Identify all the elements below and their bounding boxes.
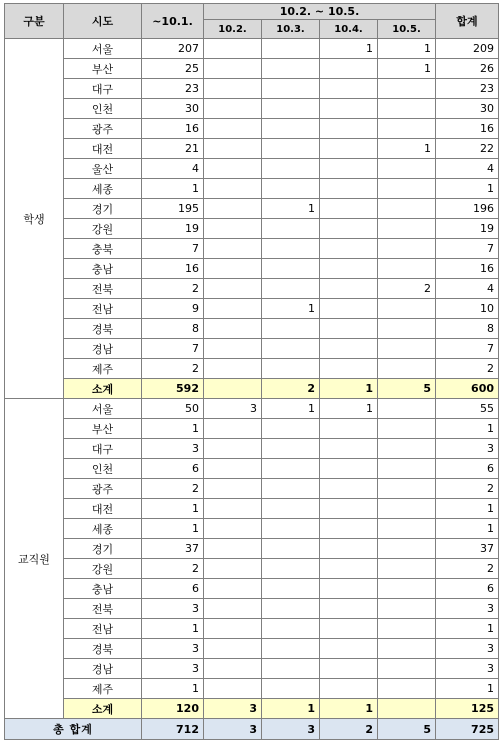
value-cell-total: 2 — [436, 479, 499, 499]
value-cell-until: 2 — [142, 559, 204, 579]
region-cell: 대구 — [64, 439, 142, 459]
region-cell: 강원 — [64, 559, 142, 579]
value-cell-d4 — [378, 519, 436, 539]
table-row — [5, 439, 499, 459]
value-cell-until: 3 — [142, 659, 204, 679]
value-cell-d1 — [204, 59, 262, 79]
value-cell-total: 22 — [436, 139, 499, 159]
subtotal-label: 소계 — [64, 699, 142, 719]
value-cell-d4 — [378, 639, 436, 659]
value-cell-d2 — [262, 219, 320, 239]
table-row — [5, 499, 499, 519]
value-cell-until: 9 — [142, 299, 204, 319]
region-cell: 전남 — [64, 619, 142, 639]
value-cell-d3 — [320, 599, 378, 619]
region-cell: 경남 — [64, 659, 142, 679]
value-cell-until: 195 — [142, 199, 204, 219]
table-row — [5, 279, 499, 299]
region-cell: 인천 — [64, 99, 142, 119]
value-cell-until: 6 — [142, 579, 204, 599]
region-cell: 부산 — [64, 59, 142, 79]
value-cell-d4 — [378, 359, 436, 379]
value-cell-total: 37 — [436, 539, 499, 559]
value-cell-d4 — [378, 679, 436, 699]
value-cell-d3: 1 — [320, 39, 378, 59]
value-cell-d3 — [320, 559, 378, 579]
value-cell-d2 — [262, 99, 320, 119]
table-row — [5, 319, 499, 339]
value-cell-d2 — [262, 519, 320, 539]
value-cell-d2 — [262, 579, 320, 599]
value-cell-d1 — [204, 79, 262, 99]
value-cell-d3 — [320, 239, 378, 259]
value-cell-d4 — [378, 259, 436, 279]
value-cell-d1 — [204, 339, 262, 359]
value-cell-d4 — [378, 619, 436, 639]
value-cell-d1 — [204, 139, 262, 159]
table-row — [5, 359, 499, 379]
value-cell-d4 — [378, 599, 436, 619]
value-cell-d3 — [320, 459, 378, 479]
value-cell-total: 26 — [436, 59, 499, 79]
value-cell-total: 19 — [436, 219, 499, 239]
table-row — [5, 459, 499, 479]
value-cell-until: 3 — [142, 439, 204, 459]
table-row — [5, 179, 499, 199]
table-row — [5, 579, 499, 599]
table-row — [5, 419, 499, 439]
value-cell-d3 — [320, 139, 378, 159]
table-header — [5, 4, 499, 39]
region-cell: 경기 — [64, 199, 142, 219]
value-cell-d1 — [204, 119, 262, 139]
value-cell-d3 — [320, 359, 378, 379]
value-cell-d3 — [320, 319, 378, 339]
value-cell-until: 6 — [142, 459, 204, 479]
value-cell-total: 1 — [436, 519, 499, 539]
table-row — [5, 399, 499, 419]
value-cell-d3 — [320, 79, 378, 99]
grand-total-cell-d1: 3 — [204, 719, 262, 740]
value-cell-until: 21 — [142, 139, 204, 159]
value-cell-total: 16 — [436, 119, 499, 139]
value-cell-d2 — [262, 619, 320, 639]
value-cell-d4 — [378, 159, 436, 179]
value-cell-d4 — [378, 499, 436, 519]
region-cell: 전남 — [64, 299, 142, 319]
subtotal-cell-d3: 1 — [320, 379, 378, 399]
subtotal-row — [5, 699, 499, 719]
table-row — [5, 139, 499, 159]
value-cell-total: 8 — [436, 319, 499, 339]
subtotal-cell-d2: 1 — [262, 699, 320, 719]
header-date-2: 10.3. — [262, 20, 320, 39]
value-cell-d1 — [204, 259, 262, 279]
value-cell-total: 2 — [436, 559, 499, 579]
region-cell: 제주 — [64, 359, 142, 379]
value-cell-d1 — [204, 199, 262, 219]
table-row — [5, 599, 499, 619]
value-cell-d4 — [378, 119, 436, 139]
value-cell-d4 — [378, 79, 436, 99]
subtotal-cell-d4 — [378, 699, 436, 719]
value-cell-total: 3 — [436, 659, 499, 679]
value-cell-until: 7 — [142, 339, 204, 359]
value-cell-total: 2 — [436, 359, 499, 379]
value-cell-until: 1 — [142, 519, 204, 539]
value-cell-total: 1 — [436, 499, 499, 519]
region-cell: 부산 — [64, 419, 142, 439]
value-cell-until: 37 — [142, 539, 204, 559]
value-cell-total: 3 — [436, 639, 499, 659]
value-cell-d2 — [262, 59, 320, 79]
header-date-1: 10.2. — [204, 20, 262, 39]
value-cell-d3 — [320, 479, 378, 499]
value-cell-d4 — [378, 419, 436, 439]
subtotal-cell-total: 600 — [436, 379, 499, 399]
value-cell-until: 1 — [142, 619, 204, 639]
value-cell-d2 — [262, 139, 320, 159]
region-cell: 서울 — [64, 39, 142, 59]
value-cell-until: 16 — [142, 119, 204, 139]
value-cell-d3 — [320, 499, 378, 519]
value-cell-until: 2 — [142, 359, 204, 379]
value-cell-d1 — [204, 619, 262, 639]
subtotal-cell-until: 592 — [142, 379, 204, 399]
table-row — [5, 619, 499, 639]
value-cell-d3 — [320, 439, 378, 459]
value-cell-d3 — [320, 159, 378, 179]
region-cell: 광주 — [64, 119, 142, 139]
header-until: ~10.1. — [142, 4, 204, 39]
value-cell-d2 — [262, 119, 320, 139]
value-cell-d1 — [204, 439, 262, 459]
value-cell-d4 — [378, 579, 436, 599]
value-cell-d1 — [204, 639, 262, 659]
value-cell-d3: 1 — [320, 399, 378, 419]
table-row — [5, 59, 499, 79]
value-cell-d2: 1 — [262, 399, 320, 419]
subtotal-cell-d1: 3 — [204, 699, 262, 719]
header-date-4: 10.5. — [378, 20, 436, 39]
table-row — [5, 299, 499, 319]
value-cell-d1 — [204, 359, 262, 379]
value-cell-until: 8 — [142, 319, 204, 339]
value-cell-d4 — [378, 439, 436, 459]
value-cell-d4 — [378, 559, 436, 579]
value-cell-until: 4 — [142, 159, 204, 179]
subtotal-row — [5, 379, 499, 399]
value-cell-d2: 1 — [262, 199, 320, 219]
value-cell-d1 — [204, 499, 262, 519]
region-cell: 경남 — [64, 339, 142, 359]
value-cell-total: 1 — [436, 679, 499, 699]
table-row — [5, 559, 499, 579]
value-cell-d3 — [320, 419, 378, 439]
value-cell-until: 1 — [142, 179, 204, 199]
value-cell-d1 — [204, 519, 262, 539]
value-cell-d3 — [320, 339, 378, 359]
table-row — [5, 119, 499, 139]
value-cell-until: 7 — [142, 239, 204, 259]
group-label: 학생 — [5, 39, 64, 399]
value-cell-d1 — [204, 459, 262, 479]
value-cell-d1 — [204, 419, 262, 439]
value-cell-total: 4 — [436, 159, 499, 179]
grand-total-cell-d4: 5 — [378, 719, 436, 740]
table-row — [5, 339, 499, 359]
value-cell-d1 — [204, 659, 262, 679]
header-total: 합계 — [436, 4, 499, 39]
region-cell: 대구 — [64, 79, 142, 99]
value-cell-until: 207 — [142, 39, 204, 59]
value-cell-d3 — [320, 279, 378, 299]
region-cell: 세종 — [64, 179, 142, 199]
value-cell-d3 — [320, 259, 378, 279]
value-cell-d3 — [320, 619, 378, 639]
value-cell-d3 — [320, 199, 378, 219]
value-cell-d3 — [320, 179, 378, 199]
value-cell-d1 — [204, 319, 262, 339]
value-cell-d1 — [204, 299, 262, 319]
value-cell-total: 1 — [436, 619, 499, 639]
value-cell-d4 — [378, 99, 436, 119]
value-cell-d2 — [262, 359, 320, 379]
value-cell-total: 10 — [436, 299, 499, 319]
value-cell-until: 30 — [142, 99, 204, 119]
value-cell-d4 — [378, 199, 436, 219]
value-cell-until: 23 — [142, 79, 204, 99]
value-cell-d4 — [378, 179, 436, 199]
value-cell-d2: 1 — [262, 299, 320, 319]
value-cell-d4 — [378, 219, 436, 239]
value-cell-total: 55 — [436, 399, 499, 419]
value-cell-d3 — [320, 579, 378, 599]
value-cell-d4: 1 — [378, 59, 436, 79]
value-cell-total: 3 — [436, 439, 499, 459]
subtotal-cell-total: 125 — [436, 699, 499, 719]
table-row — [5, 479, 499, 499]
value-cell-total: 7 — [436, 239, 499, 259]
table-row — [5, 639, 499, 659]
value-cell-d2 — [262, 459, 320, 479]
grand-total-cell-d2: 3 — [262, 719, 320, 740]
value-cell-total: 23 — [436, 79, 499, 99]
value-cell-total: 3 — [436, 599, 499, 619]
region-cell: 경기 — [64, 539, 142, 559]
value-cell-d2 — [262, 439, 320, 459]
subtotal-cell-d3: 1 — [320, 699, 378, 719]
value-cell-d1 — [204, 99, 262, 119]
region-cell: 울산 — [64, 159, 142, 179]
value-cell-until: 1 — [142, 679, 204, 699]
table-row — [5, 259, 499, 279]
value-cell-until: 2 — [142, 479, 204, 499]
value-cell-d4 — [378, 299, 436, 319]
value-cell-d2 — [262, 479, 320, 499]
region-cell: 강원 — [64, 219, 142, 239]
value-cell-until: 3 — [142, 599, 204, 619]
value-cell-d2 — [262, 339, 320, 359]
region-cell: 세종 — [64, 519, 142, 539]
value-cell-until: 50 — [142, 399, 204, 419]
value-cell-d3 — [320, 659, 378, 679]
value-cell-total: 7 — [436, 339, 499, 359]
value-cell-total: 209 — [436, 39, 499, 59]
region-cell: 대전 — [64, 139, 142, 159]
value-cell-d1 — [204, 239, 262, 259]
value-cell-d2 — [262, 539, 320, 559]
header-range: 10.2. ~ 10.5. — [204, 4, 436, 20]
region-cell: 전북 — [64, 599, 142, 619]
grand-total-label: 총 합계 — [5, 719, 142, 740]
grand-total-cell-d3: 2 — [320, 719, 378, 740]
value-cell-d4: 1 — [378, 39, 436, 59]
value-cell-total: 1 — [436, 179, 499, 199]
value-cell-until: 2 — [142, 279, 204, 299]
value-cell-d3 — [320, 99, 378, 119]
value-cell-d2 — [262, 419, 320, 439]
table-row — [5, 239, 499, 259]
subtotal-cell-d2: 2 — [262, 379, 320, 399]
subtotal-cell-d4: 5 — [378, 379, 436, 399]
value-cell-until: 3 — [142, 639, 204, 659]
value-cell-total: 16 — [436, 259, 499, 279]
grand-total-cell-until: 712 — [142, 719, 204, 740]
region-cell: 인천 — [64, 459, 142, 479]
region-cell: 전북 — [64, 279, 142, 299]
value-cell-until: 25 — [142, 59, 204, 79]
table-row — [5, 539, 499, 559]
value-cell-d3 — [320, 679, 378, 699]
value-cell-d4 — [378, 399, 436, 419]
value-cell-d3 — [320, 299, 378, 319]
subtotal-label: 소계 — [64, 379, 142, 399]
value-cell-d2 — [262, 559, 320, 579]
value-cell-d2 — [262, 659, 320, 679]
region-cell: 제주 — [64, 679, 142, 699]
value-cell-d4 — [378, 539, 436, 559]
value-cell-until: 16 — [142, 259, 204, 279]
value-cell-d2 — [262, 159, 320, 179]
value-cell-d4 — [378, 339, 436, 359]
value-cell-d3 — [320, 519, 378, 539]
subtotal-cell-until: 120 — [142, 699, 204, 719]
table-row — [5, 79, 499, 99]
value-cell-total: 4 — [436, 279, 499, 299]
value-cell-d1 — [204, 559, 262, 579]
value-cell-d4 — [378, 459, 436, 479]
value-cell-d1 — [204, 579, 262, 599]
value-cell-until: 1 — [142, 419, 204, 439]
value-cell-d1 — [204, 479, 262, 499]
table-row — [5, 679, 499, 699]
value-cell-d1 — [204, 279, 262, 299]
value-cell-d1 — [204, 159, 262, 179]
value-cell-d4 — [378, 319, 436, 339]
value-cell-d2 — [262, 499, 320, 519]
value-cell-d2 — [262, 259, 320, 279]
region-cell: 충남 — [64, 259, 142, 279]
value-cell-d1 — [204, 179, 262, 199]
header-group: 구분 — [5, 4, 64, 39]
value-cell-total: 196 — [436, 199, 499, 219]
table-row — [5, 159, 499, 179]
header-region: 시도 — [64, 4, 142, 39]
value-cell-d2 — [262, 279, 320, 299]
value-cell-total: 6 — [436, 579, 499, 599]
value-cell-d2 — [262, 179, 320, 199]
value-cell-d2 — [262, 639, 320, 659]
value-cell-d1 — [204, 39, 262, 59]
value-cell-d4: 2 — [378, 279, 436, 299]
value-cell-d2 — [262, 79, 320, 99]
subtotal-cell-d1 — [204, 379, 262, 399]
region-cell: 충남 — [64, 579, 142, 599]
group-label: 교직원 — [5, 399, 64, 719]
table-row — [5, 199, 499, 219]
value-cell-d3 — [320, 539, 378, 559]
region-cell: 충북 — [64, 239, 142, 259]
value-cell-d1 — [204, 539, 262, 559]
value-cell-total: 30 — [436, 99, 499, 119]
value-cell-d1 — [204, 599, 262, 619]
header-date-3: 10.4. — [320, 20, 378, 39]
table-row — [5, 99, 499, 119]
stats-table — [4, 3, 499, 740]
value-cell-until: 1 — [142, 499, 204, 519]
value-cell-d1 — [204, 219, 262, 239]
region-cell: 경북 — [64, 319, 142, 339]
table-body — [5, 39, 499, 740]
value-cell-d3 — [320, 219, 378, 239]
header-row-1 — [5, 4, 499, 20]
table-row — [5, 39, 499, 59]
value-cell-total: 1 — [436, 419, 499, 439]
value-cell-d1: 3 — [204, 399, 262, 419]
value-cell-d2 — [262, 319, 320, 339]
value-cell-d3 — [320, 639, 378, 659]
region-cell: 경북 — [64, 639, 142, 659]
value-cell-total: 6 — [436, 459, 499, 479]
table-row — [5, 659, 499, 679]
value-cell-d3 — [320, 119, 378, 139]
region-cell: 서울 — [64, 399, 142, 419]
region-cell: 광주 — [64, 479, 142, 499]
region-cell: 대전 — [64, 499, 142, 519]
value-cell-d4: 1 — [378, 139, 436, 159]
value-cell-d4 — [378, 479, 436, 499]
value-cell-d2 — [262, 599, 320, 619]
value-cell-d4 — [378, 239, 436, 259]
table-row — [5, 519, 499, 539]
table-row — [5, 219, 499, 239]
value-cell-d2 — [262, 39, 320, 59]
value-cell-until: 19 — [142, 219, 204, 239]
value-cell-d4 — [378, 659, 436, 679]
grand-total-cell-total: 725 — [436, 719, 499, 740]
value-cell-d2 — [262, 239, 320, 259]
value-cell-d2 — [262, 679, 320, 699]
value-cell-d3 — [320, 59, 378, 79]
grand-total-row — [5, 719, 499, 740]
value-cell-d1 — [204, 679, 262, 699]
